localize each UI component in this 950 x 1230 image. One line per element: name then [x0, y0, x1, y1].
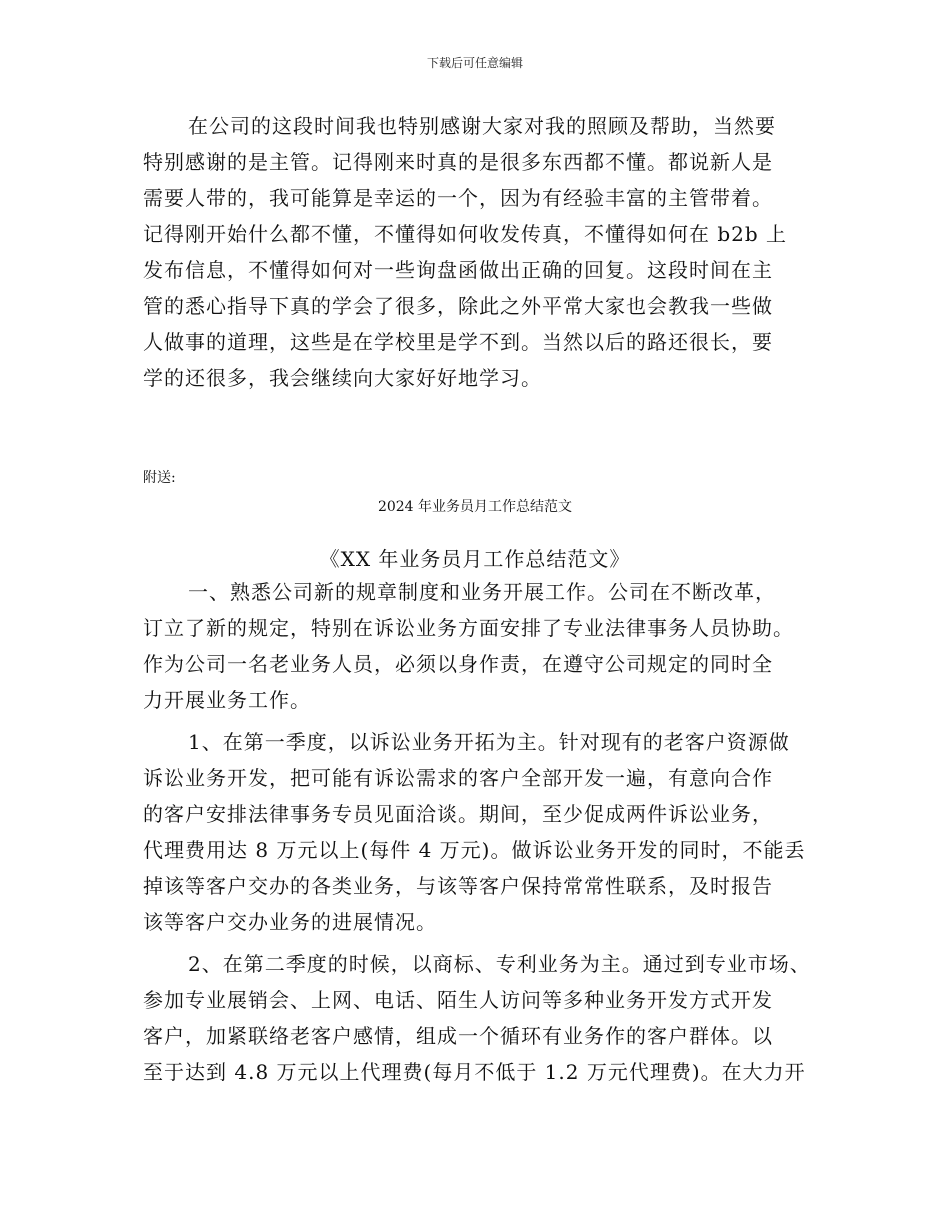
paragraph-line: 的客户安排法律事务专员见面洽谈。期间，至少促成两件诉讼业务， [143, 802, 773, 826]
paragraph-line: 订立了新的规定，特别在诉讼业务方面安排了专业法律事务人员协助。 [143, 616, 794, 640]
paragraph-line: 参加专业展销会、上网、电话、陌生人访问等多种业务开发方式开发 [143, 988, 773, 1012]
paragraph-line: 1、在第一季度，以诉讼业务开拓为主。针对现有的老客户资源做 [188, 730, 790, 754]
paragraph-line: 至于达到 4.8 万元以上代理费(每月不低于 1.2 万元代理费)。在大力开 [143, 1060, 806, 1084]
paragraph-line: 在公司的这段时间我也特别感谢大家对我的照顾及帮助，当然要 [188, 114, 776, 138]
document-subtitle: 《XX 年业务员月工作总结范文》 [319, 547, 631, 571]
paragraph-line: 客户，加紧联络老客户感情，组成一个循环有业务作的客户群体。以 [143, 1024, 773, 1048]
paragraph-line: 特别感谢的是主管。记得刚来时真的是很多东西都不懂。都说新人是 [143, 150, 773, 174]
paragraph-line: 需要人带的，我可能算是幸运的一个，因为有经验丰富的主管带着。 [143, 186, 773, 210]
appendix-title: 2024 年业务员月工作总结范文 [377, 499, 573, 515]
paragraph-line: 力开展业务工作。 [143, 688, 311, 712]
paragraph-line: 学的还很多，我会继续向大家好好地学习。 [143, 366, 542, 390]
paragraph-line: 掉该等客户交办的各类业务，与该等客户保持常常性联系，及时报告 [143, 874, 773, 898]
paragraph-line: 代理费用达 8 万元以上(每件 4 万元)。做诉讼业务开发的同时，不能丢 [143, 838, 806, 862]
paragraph-line: 该等客户交办业务的进展情况。 [143, 910, 437, 934]
appendix-label: 附送: [143, 470, 176, 486]
paragraph-line: 2、在第二季度的时候，以商标、专利业务为主。通过到专业市场、 [188, 952, 811, 976]
paragraph-line: 人做事的道理，这些是在学校里是学不到。当然以后的路还很长，要 [143, 330, 773, 354]
paragraph-line: 一、熟悉公司新的规章制度和业务开展工作。公司在不断改革， [188, 580, 776, 604]
paragraph-line: 作为公司一名老业务人员，必须以身作责，在遵守公司规定的同时全 [143, 652, 773, 676]
paragraph-line: 诉讼业务开发，把可能有诉讼需求的客户全部开发一遍，有意向合作 [143, 766, 773, 790]
paragraph-line: 管的悉心指导下真的学会了很多，除此之外平常大家也会教我一些做 [143, 294, 773, 318]
paragraph-line: 发布信息，不懂得如何对一些询盘函做出正确的回复。这段时间在主 [143, 258, 773, 282]
paragraph-line: 记得刚开始什么都不懂，不懂得如何收发传真，不懂得如何在 b2b 上 [143, 222, 788, 246]
page-header: 下载后可任意编辑 [426, 56, 523, 70]
